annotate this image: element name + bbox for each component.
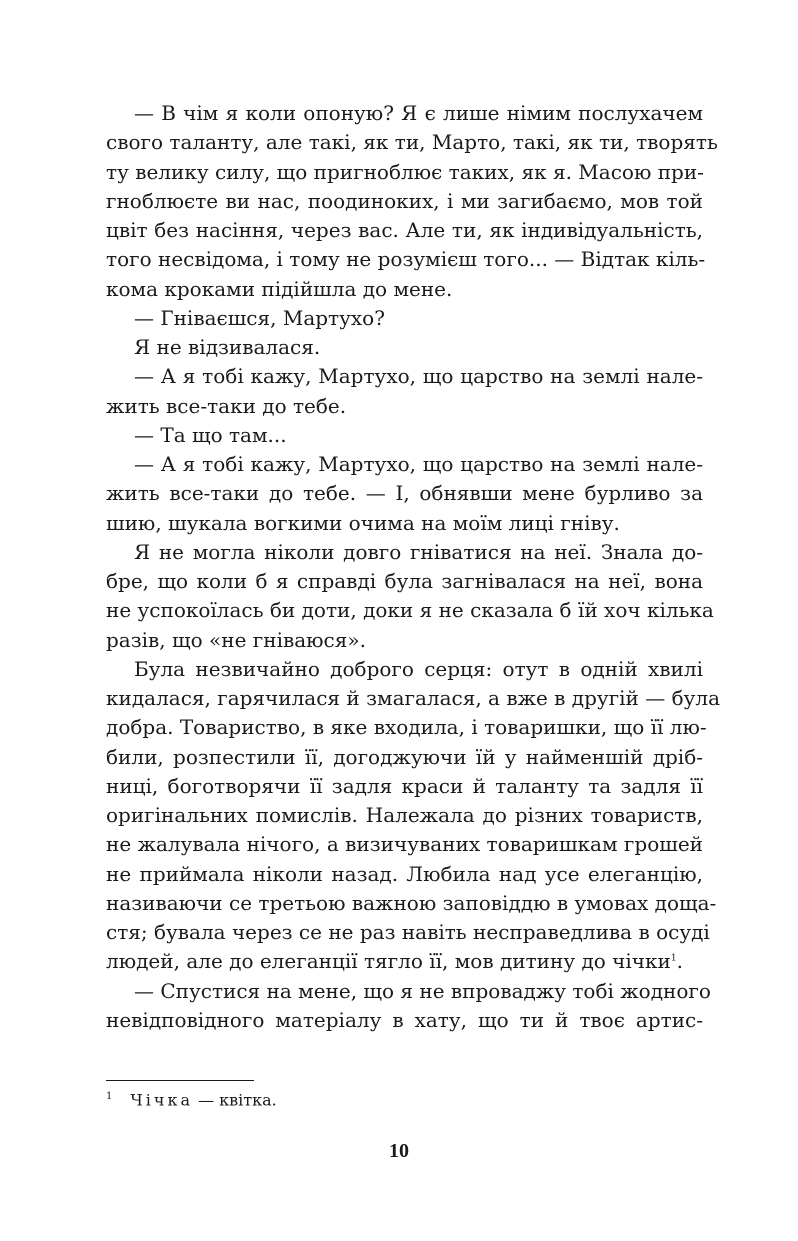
text-line-content: — Та що там... — [134, 422, 287, 447]
text-line — [106, 479, 703, 508]
text-line-content: шию, шукала вогкими очима на моїм лиці гніву. — [106, 510, 620, 535]
text-line-content: разів, що «не гніваюся». — [106, 627, 366, 652]
text-line-content: — В чім я коли опоную? Я є лише німим послухачем — [134, 101, 703, 125]
text-line — [106, 421, 703, 450]
text-line-content: того несвідома, і тому не розумієш того... — Відтак кіль- — [106, 247, 706, 272]
text-line-content: невідповідного матеріалу в хату, що ти й твоє артис- — [106, 1007, 703, 1032]
text-line-content: Я не могла ніколи довго гніватися на неї. Знала до- — [134, 539, 703, 564]
text-line-content: жить все-таки до тебе. — І, обнявши мене бурливо за — [106, 481, 703, 506]
text-line — [106, 304, 703, 333]
text-line-content: не успокоїлась би доти, доки я не сказала б їй хоч кілька — [106, 598, 714, 623]
text-line — [106, 245, 706, 274]
text-line — [106, 772, 703, 801]
text-line-content: — Гніваєшся, Мартухо? — [134, 305, 385, 330]
text-line-content: Була незвичайно доброго серця: отут в одній хвилі — [134, 656, 703, 681]
text-line-content: людей, але до елеганції тягло її, мов дитину до чічки — [106, 949, 671, 974]
text-line — [106, 567, 703, 596]
footnote — [106, 1086, 277, 1111]
text-line-content: цвіт без насіння, через вас. Але ти, як індивідуальність, — [106, 218, 703, 242]
text-line — [106, 275, 703, 304]
text-line — [106, 509, 703, 538]
text-line-content: — А я тобі кажу, Мартухо, що царство на землі нале- — [134, 364, 703, 389]
text-line-content: називаючи се третьою важною заповіддю в умовах доща- — [106, 890, 717, 915]
page-number: 10 — [389, 1140, 409, 1162]
text-line-content: не приймала ніколи назад. Любила над усе елеганцію, — [106, 861, 703, 886]
text-line — [106, 889, 717, 918]
text-line — [106, 596, 714, 625]
text-line — [106, 158, 703, 187]
text-line — [106, 450, 703, 479]
text-line-content: гноблюєте ви нас, поодиноких, і ми загибаємо, мов той — [106, 188, 703, 213]
text-line-content: бре, що коли б я справді була загнівалася на неї, вона — [106, 569, 703, 593]
text-line-content: кома кроками підійшла до мене. — [106, 276, 453, 301]
text-line — [106, 392, 703, 421]
text-line — [106, 333, 703, 362]
text-line-content: ниці, боготворячи її задля краси й таланту та задля її — [106, 773, 703, 798]
text-line-content: свого таланту, але такі, як ти, Марто, такі, як ти, творять — [106, 130, 718, 155]
body-text — [106, 99, 721, 1035]
text-line — [106, 918, 710, 947]
text-line — [106, 128, 718, 157]
text-line — [106, 830, 703, 859]
text-line: людей, але до елеганції тягло її, мов дитину до чічки$^1$. — [106, 949, 683, 974]
text-line — [106, 713, 707, 742]
text-line — [106, 801, 703, 830]
text-line — [106, 187, 703, 216]
text-line — [106, 626, 703, 655]
text-line-content: добра. Товариство, в яке входила, і товаришки, що її лю- — [106, 715, 707, 740]
footnote-term: Чічка — [130, 1090, 193, 1110]
text-line — [106, 362, 703, 391]
text-line — [106, 216, 703, 245]
text-line — [106, 99, 703, 128]
text-line-content: — А я тобі кажу, Мартухо, що царство на землі нале- — [134, 452, 703, 476]
text-line-content: оригінальних помислів. Належала до різних товариств, — [106, 803, 703, 827]
text-line-content: — Спустися на мене, що я не впроваджу тобі жодного — [134, 978, 711, 1003]
text-line-content: не жалувала нічого, а визичуваних товаришкам грошей — [106, 832, 703, 857]
text-line-content: жить все-таки до тебе. — [106, 393, 347, 418]
text-line — [106, 743, 703, 772]
text-line — [106, 977, 711, 1006]
footnote-definition: — квітка. — [192, 1090, 277, 1110]
text-line-content: ту велику силу, що пригноблює таких, як я. Масою при- — [106, 159, 704, 184]
text-line-content: кидалася, гарячилася й змагалася, а вже в другій — була — [106, 686, 721, 710]
text-line — [106, 684, 721, 713]
footnote-mark: 1 — [106, 1091, 113, 1102]
text-line — [106, 655, 703, 684]
text-line-content: Я не відзивалася. — [134, 335, 321, 359]
text-line — [106, 860, 703, 889]
footnote-divider — [106, 1080, 254, 1081]
text-line-content: стя; бувала через се не раз навіть несправедлива в осуді — [106, 920, 710, 944]
footnote-reference: 1 — [670, 953, 677, 964]
text-line — [106, 538, 703, 567]
text-line — [106, 1006, 703, 1035]
text-line-content: били, розпестили її, догоджуючи їй у найменшій дріб- — [106, 744, 703, 769]
